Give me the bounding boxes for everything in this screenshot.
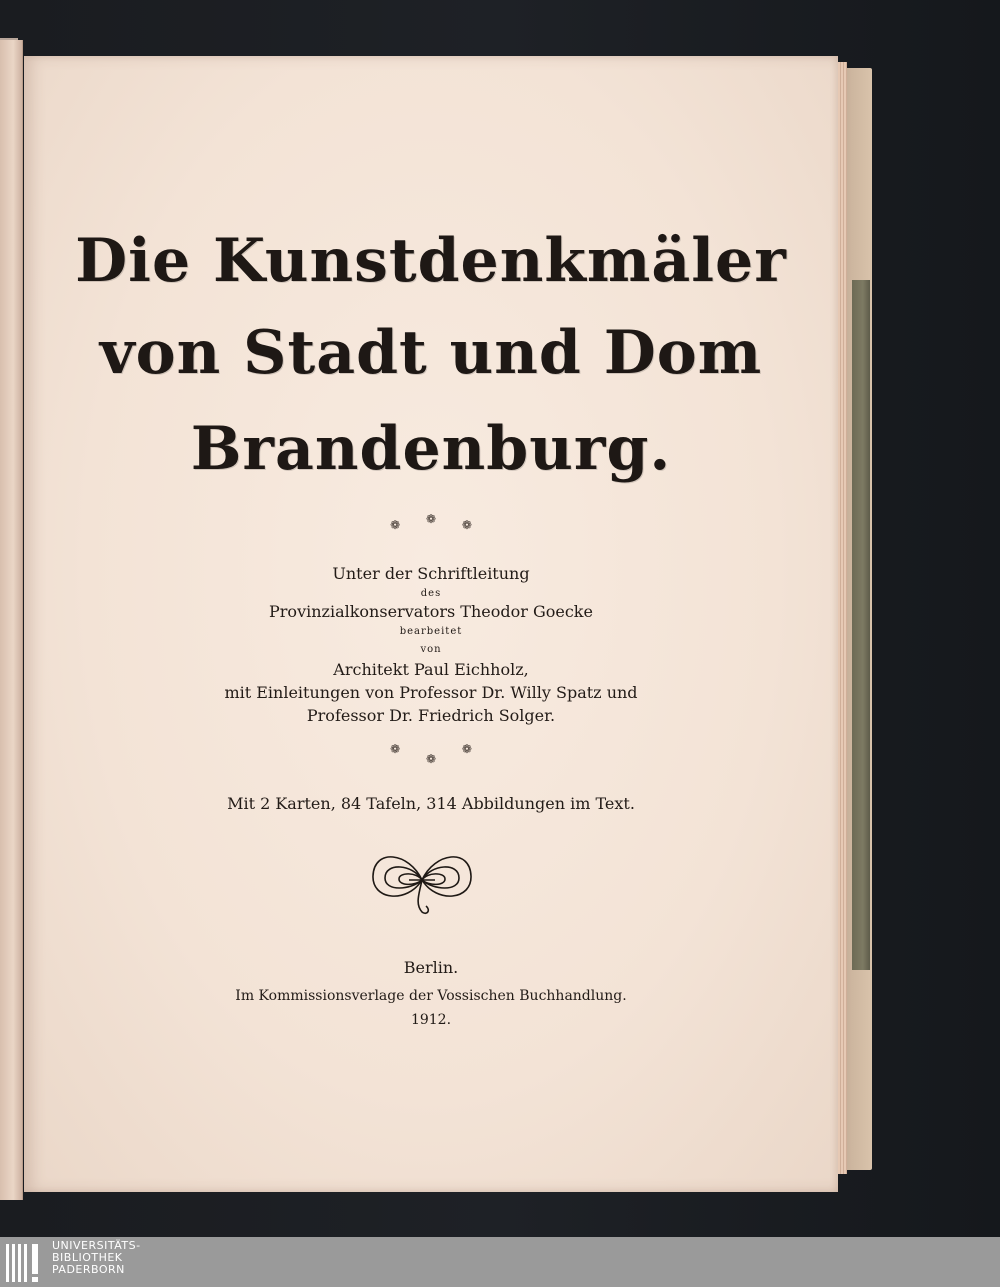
editorial-line-8: Professor Dr. Friedrich Solger. [306, 706, 556, 725]
title-line-3: Brandenburg. [190, 414, 672, 484]
editorial-line-4: bearbeitet [399, 626, 463, 637]
library-line-2: BIBLIOTHEK [52, 1251, 123, 1264]
left-page-edge [0, 40, 23, 1200]
ornament-icon: ❁ [461, 518, 472, 532]
ornament-icon: ❁ [461, 742, 472, 756]
editorial-line-5: von [420, 644, 442, 655]
editorial-line-3: Provinzialkonservators Theodor Goecke [269, 602, 593, 621]
ornament-icon: ❁ [390, 742, 401, 756]
place-of-publication: Berlin. [403, 958, 459, 977]
library-line-3: PADERBORN [52, 1263, 125, 1276]
ornament-icon: ❁ [425, 512, 437, 526]
title-line-2: von Stadt und Dom [99, 318, 763, 388]
ornament-divider-top [24, 512, 838, 532]
publication-year: 1912. [410, 1012, 452, 1028]
title-line-1: Die Kunstdenkmäler [75, 226, 787, 296]
ub-paderborn-logo-icon [4, 1242, 48, 1284]
publisher-line: Im Kommissionsverlage der Vossischen Buchhandlung. [235, 988, 627, 1004]
library-line-1: UNIVERSITÄTS- [52, 1239, 141, 1252]
library-footer-bar [0, 1237, 1000, 1287]
flourish-ornament-icon [369, 842, 475, 918]
illustrations-line: Mit 2 Karten, 84 Tafeln, 314 Abbildungen im Text. [227, 794, 635, 813]
ornament-icon: ❁ [425, 752, 437, 766]
library-name [52, 1240, 141, 1276]
title-page [24, 56, 838, 1192]
editorial-line-1: Unter der Schriftleitung [332, 564, 530, 583]
ornament-icon: ❁ [390, 518, 401, 532]
editorial-line-6: Architekt Paul Eichholz, [333, 660, 529, 679]
editorial-line-2: des [420, 588, 442, 599]
ornament-divider-bottom [24, 742, 838, 766]
book-spine-cloth [852, 280, 870, 970]
editorial-line-7: mit Einleitungen von Professor Dr. Willy Spatz und [224, 683, 638, 702]
